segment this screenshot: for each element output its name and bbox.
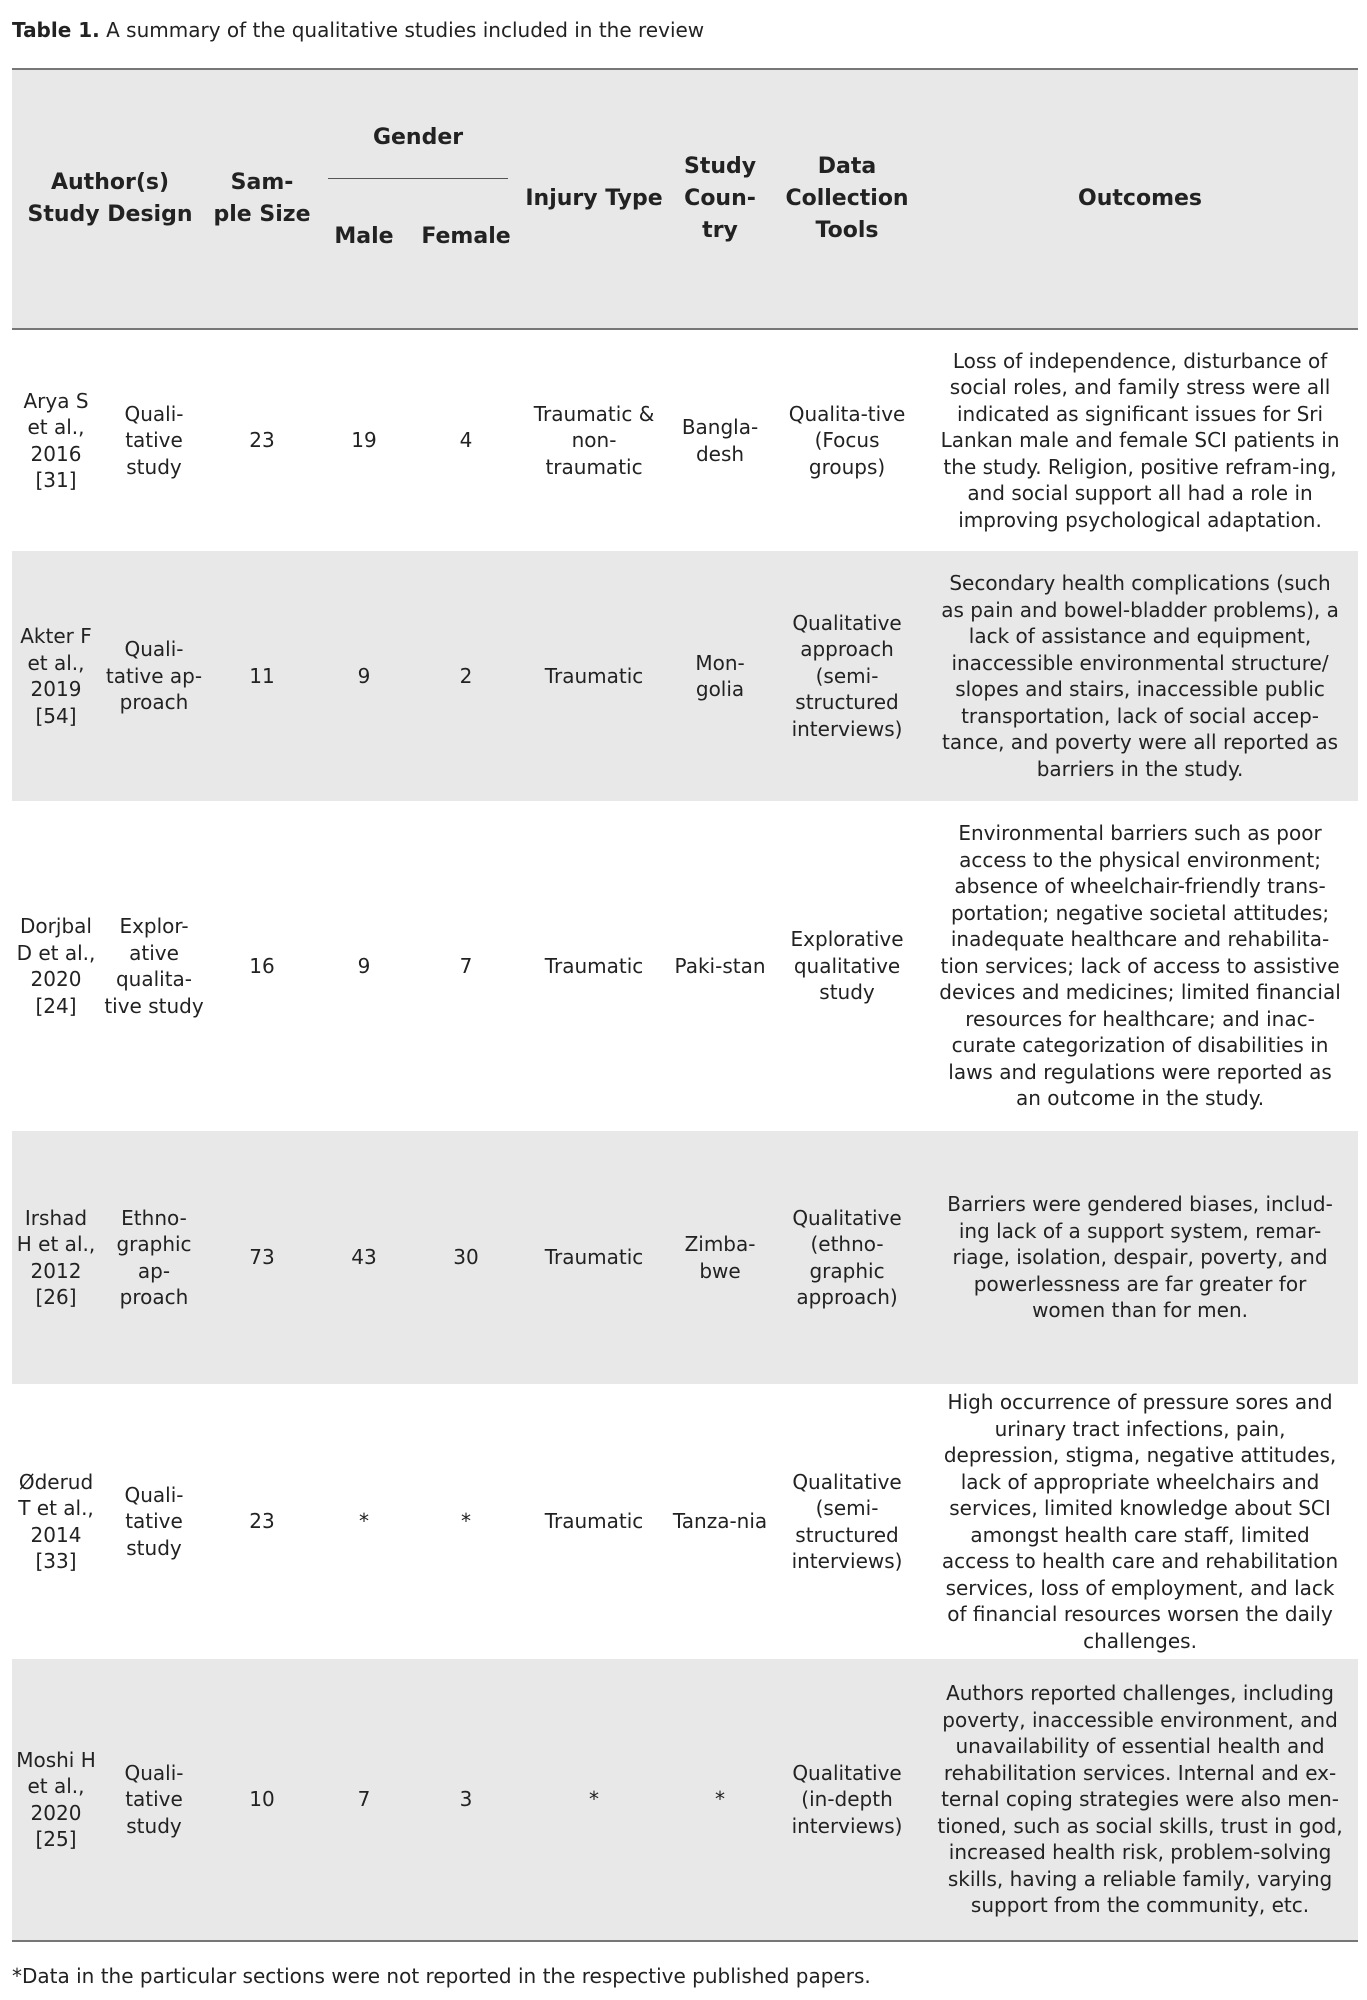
cell-tools: Explorative qualitative study (790, 927, 904, 1005)
header-gender-label: Gender (328, 122, 508, 179)
cell-sample: 16 (249, 953, 275, 978)
header-data-collection-tools: Data Collection Tools (772, 69, 922, 329)
header-injury-type: Injury Type (520, 69, 668, 329)
cell-sample: 10 (208, 1659, 316, 1941)
cell-author: Arya S et al., 2016 [31] (23, 388, 89, 492)
studies-table (12, 68, 1358, 1942)
table-row (12, 1659, 1358, 1941)
cell-injury: Traumatic (544, 1509, 644, 1534)
cell-tools: Qualitative (semi-structured interviews) (791, 1469, 903, 1573)
table-row (12, 1131, 1358, 1384)
table-row (12, 1384, 1358, 1659)
header-female: Female (412, 203, 520, 329)
cell-author: Dorjbal D et al., 2020 [24] (16, 914, 96, 1018)
cell-injury: * (520, 1659, 668, 1941)
cell-injury: Traumatic (520, 1131, 668, 1384)
header-study-country: Study Coun-try (668, 69, 772, 329)
cell-female: 3 (412, 1659, 520, 1941)
cell-sample: 73 (208, 1131, 316, 1384)
cell-outcomes: Environmental barriers such as poor access to the physical environment; absence of wheelchair-friendly trans-portation; negative societal attitudes; inadequate healthcare and rehabilita-tion services; lack of access to assistive devices and medicines; limited financial resources for healthcare; and inac-curate categorization of disabilities in laws and regulations were reported as an outcome in the study. (939, 821, 1341, 1111)
cell-female: 30 (412, 1131, 520, 1384)
cell-male: 43 (316, 1131, 412, 1384)
cell-author: Moshi H et al., 2020 [25] (12, 1659, 100, 1941)
caption-text: A summary of the qualitative studies included in the review (99, 18, 705, 42)
table-body (12, 329, 1358, 1941)
cell-country: * (668, 1659, 772, 1941)
header-author-design: Author(s) Study Design (12, 69, 208, 329)
cell-sample: 23 (249, 428, 275, 453)
cell-outcomes: Authors reported challenges, including poverty, inaccessible environment, and unavailability of essential health and rehabilitation services. Internal and ex-ternal coping strategies were also men-tioned, such as social skills, trust in god, increased health risk, problem-solving skills, having a reliable family, varying support from the community, etc. (922, 1659, 1358, 1941)
cell-design: Ethno-graphic ap-proach (100, 1131, 208, 1384)
cell-design: Explor-ative qualita-tive study (104, 914, 204, 1018)
cell-design: Quali-tative ap-proach (100, 551, 208, 801)
cell-male: 7 (316, 1659, 412, 1941)
cell-injury: Traumatic (544, 953, 644, 978)
cell-country: Zimba-bwe (668, 1131, 772, 1384)
caption-label: Table 1. (12, 18, 100, 42)
cell-country: Bangla-desh (681, 415, 759, 466)
cell-author: Øderud T et al., 2014 [33] (18, 1469, 94, 1573)
cell-sample: 11 (208, 551, 316, 801)
cell-injury: Traumatic (520, 551, 668, 801)
cell-male: 9 (316, 551, 412, 801)
cell-outcomes: High occurrence of pressure sores and urinary tract infections, pain, depression, stigma, negative attitudes, lack of appropriate wheelchairs and services, limited knowledge about SCI amongst health care staff, limited access to health care and rehabilitation services, loss of employment, and lack of financial resources worsen the daily challenges. (941, 1390, 1339, 1653)
cell-sample: 23 (249, 1509, 275, 1534)
cell-male: 19 (351, 428, 377, 453)
cell-outcomes: Secondary health complications (such as pain and bowel-bladder problems), a lack of assistance and equipment, inaccessible environmental structure/ slopes and stairs, inaccessible public transportation, lack of social accep-tance, and poverty were all reported as barriers in the study. (922, 551, 1358, 801)
cell-female: * (461, 1509, 472, 1534)
header-male: Male (316, 203, 412, 329)
header-gender (316, 69, 520, 203)
cell-country: Mon-golia (668, 551, 772, 801)
cell-female: 2 (412, 551, 520, 801)
header-sample-size: Sam-ple Size (208, 69, 316, 329)
cell-outcomes: Barriers were gendered biases, includ-ing lack of a support system, remar-riage, isolation, despair, poverty, and powerlessness are far greater for women than for men. (922, 1131, 1358, 1384)
cell-female: 4 (459, 428, 473, 453)
cell-design: Quali-tative study (124, 401, 184, 479)
table-caption (12, 16, 704, 44)
header-outcomes: Outcomes (922, 69, 1358, 329)
table-footnote: *Data in the particular sections were not reported in the respective published papers. (12, 1964, 871, 1988)
cell-author: Akter F et al., 2019 [54] (12, 551, 100, 801)
cell-tools: Qualita-tive (Focus groups) (788, 401, 906, 479)
cell-injury: Traumatic & non-traumatic (533, 401, 655, 479)
cell-tools: Qualitative (ethno-graphic approach) (772, 1131, 922, 1384)
table-header (12, 69, 1358, 329)
cell-male: 9 (357, 953, 371, 978)
cell-author: Irshad H et al., 2012 [26] (12, 1131, 100, 1384)
cell-tools: Qualitative approach (semi-structured interviews) (772, 551, 922, 801)
table-row (12, 329, 1358, 551)
cell-male: * (359, 1509, 370, 1534)
cell-female: 7 (459, 953, 473, 978)
cell-design: Quali-tative study (100, 1659, 208, 1941)
cell-tools: Qualitative (in-depth interviews) (772, 1659, 922, 1941)
table-row (12, 551, 1358, 801)
cell-country: Paki-stan (674, 953, 766, 978)
cell-country: Tanza-nia (672, 1509, 768, 1534)
cell-outcomes: Loss of independence, disturbance of social roles, and family stress were all indicated as significant issues for Sri Lankan male and female SCI patients in the study. Religion, positive refram-ing, and social support all had a role in improving psychological adaptation. (940, 348, 1340, 532)
cell-design: Quali-tative study (124, 1482, 184, 1560)
table-row (12, 801, 1358, 1131)
